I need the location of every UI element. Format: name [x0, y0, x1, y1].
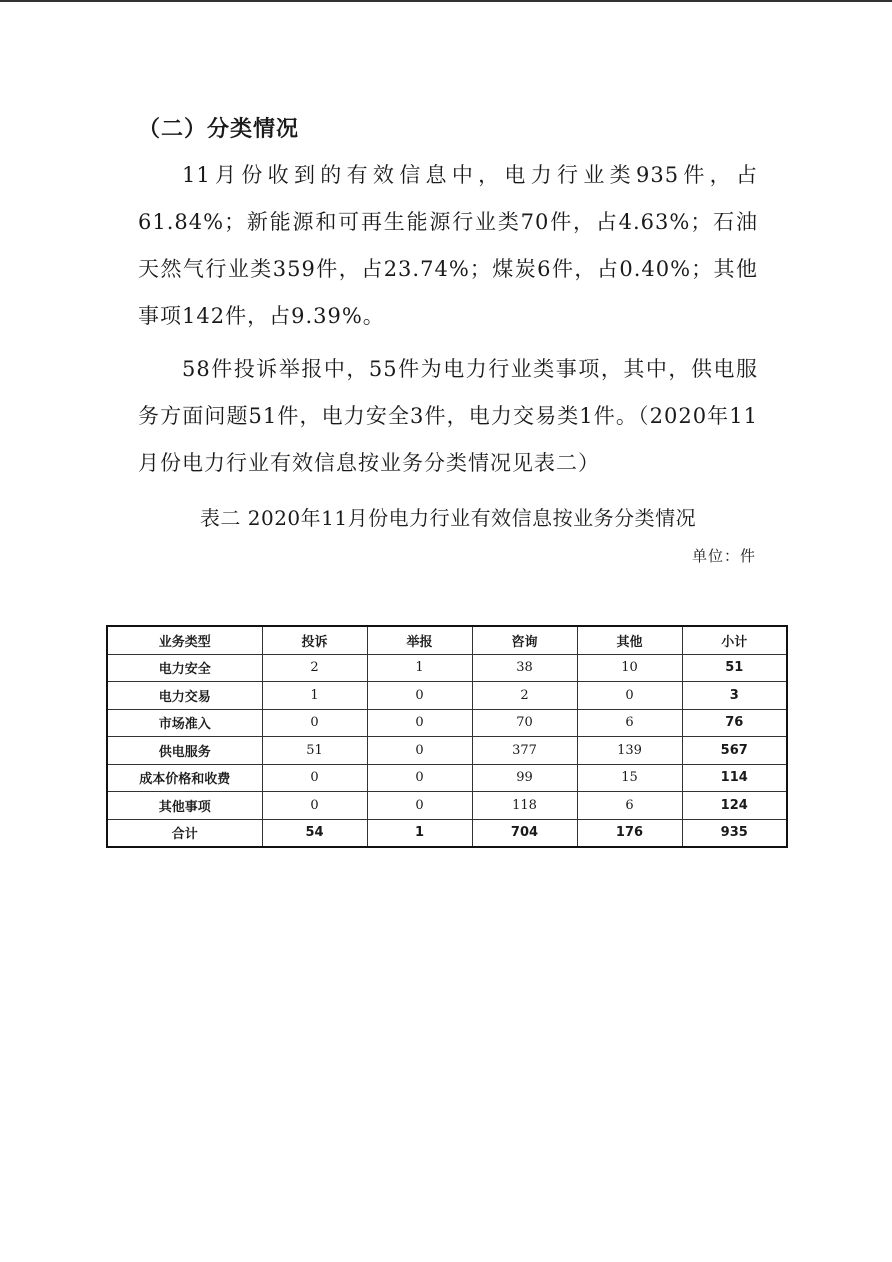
cell-complaint: 0	[262, 764, 367, 792]
row-label: 市场准入	[107, 709, 262, 737]
cell-inquiry: 70	[472, 709, 577, 737]
table-container	[106, 625, 788, 848]
cell-report: 0	[367, 764, 472, 792]
cell-inquiry: 377	[472, 737, 577, 765]
table-row	[107, 682, 787, 710]
cell-report: 1	[367, 654, 472, 682]
table-header-row	[107, 626, 787, 654]
total-subtotal: 935	[682, 819, 787, 847]
total-report: 1	[367, 819, 472, 847]
cell-report: 0	[367, 792, 472, 820]
cell-subtotal: 124	[682, 792, 787, 820]
header-subtotal: 小计	[682, 626, 787, 654]
table-row	[107, 792, 787, 820]
cell-other: 0	[577, 682, 682, 710]
cell-report: 0	[367, 709, 472, 737]
document-page	[138, 110, 758, 571]
header-inquiry: 咨询	[472, 626, 577, 654]
table-total-row	[107, 819, 787, 847]
row-label: 电力安全	[107, 654, 262, 682]
total-other: 176	[577, 819, 682, 847]
cell-report: 0	[367, 682, 472, 710]
table-row	[107, 654, 787, 682]
table-row	[107, 764, 787, 792]
cell-subtotal: 51	[682, 654, 787, 682]
table-unit-label: 单位：件	[691, 547, 756, 565]
row-label: 其他事项	[107, 792, 262, 820]
row-label: 供电服务	[107, 737, 262, 765]
header-complaint: 投诉	[262, 626, 367, 654]
cell-report: 0	[367, 737, 472, 765]
cell-other: 15	[577, 764, 682, 792]
table-row	[107, 737, 787, 765]
cell-complaint: 51	[262, 737, 367, 765]
cell-subtotal: 76	[682, 709, 787, 737]
cell-other: 6	[577, 792, 682, 820]
total-complaint: 54	[262, 819, 367, 847]
paragraph-category-summary: 11月份收到的有效信息中，电力行业类935件，占61.84%；新能源和可再生能源行业类70件，占4.63%；石油天然气行业类359件，占23.74%；煤炭6件，占0.40%；其他事项142件，占9.39%。	[138, 163, 758, 328]
cell-subtotal: 3	[682, 682, 787, 710]
cell-other: 139	[577, 737, 682, 765]
row-label: 电力交易	[107, 682, 262, 710]
cell-complaint: 0	[262, 709, 367, 737]
row-label: 成本价格和收费	[107, 764, 262, 792]
top-border-line	[0, 0, 892, 2]
cell-subtotal: 567	[682, 737, 787, 765]
section-heading: （二）分类情况	[138, 117, 300, 142]
table-caption: 表二 2020年11月份电力行业有效信息按业务分类情况	[199, 506, 697, 530]
business-category-table	[106, 625, 788, 848]
header-other: 其他	[577, 626, 682, 654]
cell-other: 10	[577, 654, 682, 682]
total-inquiry: 704	[472, 819, 577, 847]
cell-subtotal: 114	[682, 764, 787, 792]
table-row	[107, 709, 787, 737]
cell-inquiry: 118	[472, 792, 577, 820]
cell-complaint: 2	[262, 654, 367, 682]
header-report: 举报	[367, 626, 472, 654]
cell-complaint: 0	[262, 792, 367, 820]
cell-complaint: 1	[262, 682, 367, 710]
cell-other: 6	[577, 709, 682, 737]
header-business-type: 业务类型	[107, 626, 262, 654]
total-label: 合计	[107, 819, 262, 847]
cell-inquiry: 99	[472, 764, 577, 792]
cell-inquiry: 38	[472, 654, 577, 682]
paragraph-complaints-summary: 58件投诉举报中，55件为电力行业类事项，其中，供电服务方面问题51件，电力安全3件，电力交易类1件。（2020年11月份电力行业有效信息按业务分类情况见表二）	[138, 357, 758, 475]
cell-inquiry: 2	[472, 682, 577, 710]
